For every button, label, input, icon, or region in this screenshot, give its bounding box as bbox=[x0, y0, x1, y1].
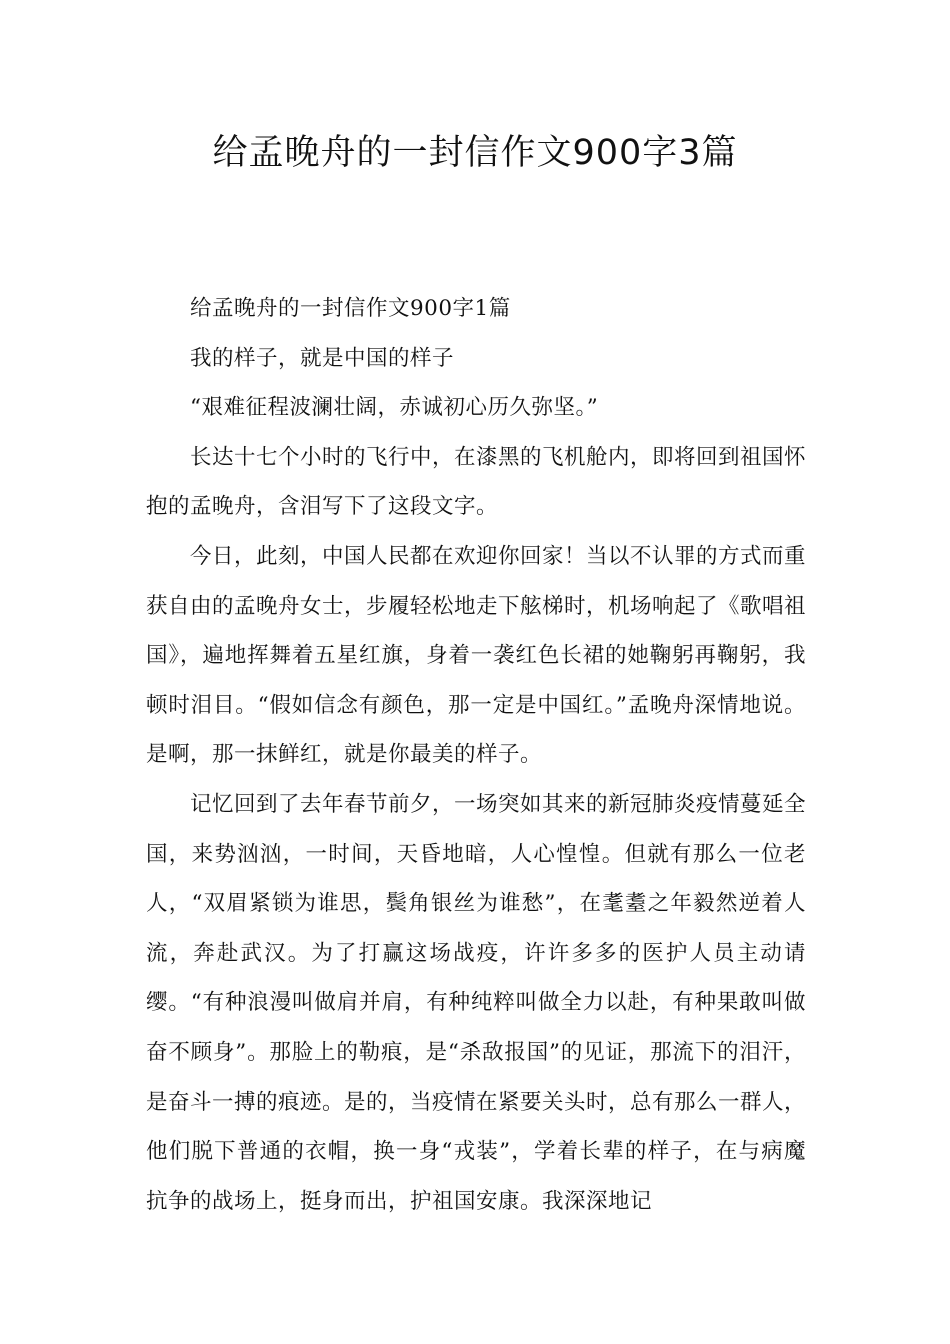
body-paragraph: 长达十七个小时的飞行中，在漆黑的飞机舱内，即将回到祖国怀抱的孟晚舟，含泪写下了这段文字。 bbox=[146, 444, 807, 520]
essay-heading: 我的样子，就是中国的样子 bbox=[190, 345, 455, 371]
body-paragraph: 记忆回到了去年春节前夕，一场突如其来的新冠肺炎疫情蔓延全国，来势汹汹，一时间，天昏地暗，人心惶惶。但就有那么一位老人，“双眉紧锁为谁思，鬓角银丝为谁愁”，在耄耋之年毅然逆着人流，奔赴武汉。为了打赢这场战疫，许许多多的医护人员主动请缨。“有种浪漫叫做肩并肩，有种纯粹叫做全力以赴，有种果敢叫做奋不顾身”。那脸上的勒痕，是“杀敌报国”的见证，那流下的泪汗，是奋斗一搏的痕迹。是的，当疫情在紧要关头时，总有那么一群人，他们脱下普通的衣帽，换一身“戎装”，学着长辈的样子，在与病魔抗争的战场上，挺身而出，护祖国安康。我深深地记 bbox=[146, 791, 807, 1214]
document-title: 给孟晚舟的一封信作文900字3篇 bbox=[212, 133, 738, 173]
essay-subtitle: 给孟晚舟的一封信作文900字1篇 bbox=[190, 296, 511, 321]
quote-paragraph: “艰难征程波澜壮阔，赤诚初心历久弥坚。” bbox=[190, 395, 599, 421]
document-body bbox=[146, 284, 806, 1226]
body-paragraph: 今日，此刻，中国人民都在欢迎你回家！当以不认罪的方式而重获自由的孟晚舟女士，步履轻松地走下舷梯时，机场响起了《歌唱祖国》，遍地挥舞着五星红旗，身着一袭红色长裙的她鞠躬再鞠躬，我顿时泪目。“假如信念有颜色，那一定是中国红。”孟晚舟深情地说。是啊，那一抹鲜红，就是你最美的样子。 bbox=[146, 543, 807, 768]
